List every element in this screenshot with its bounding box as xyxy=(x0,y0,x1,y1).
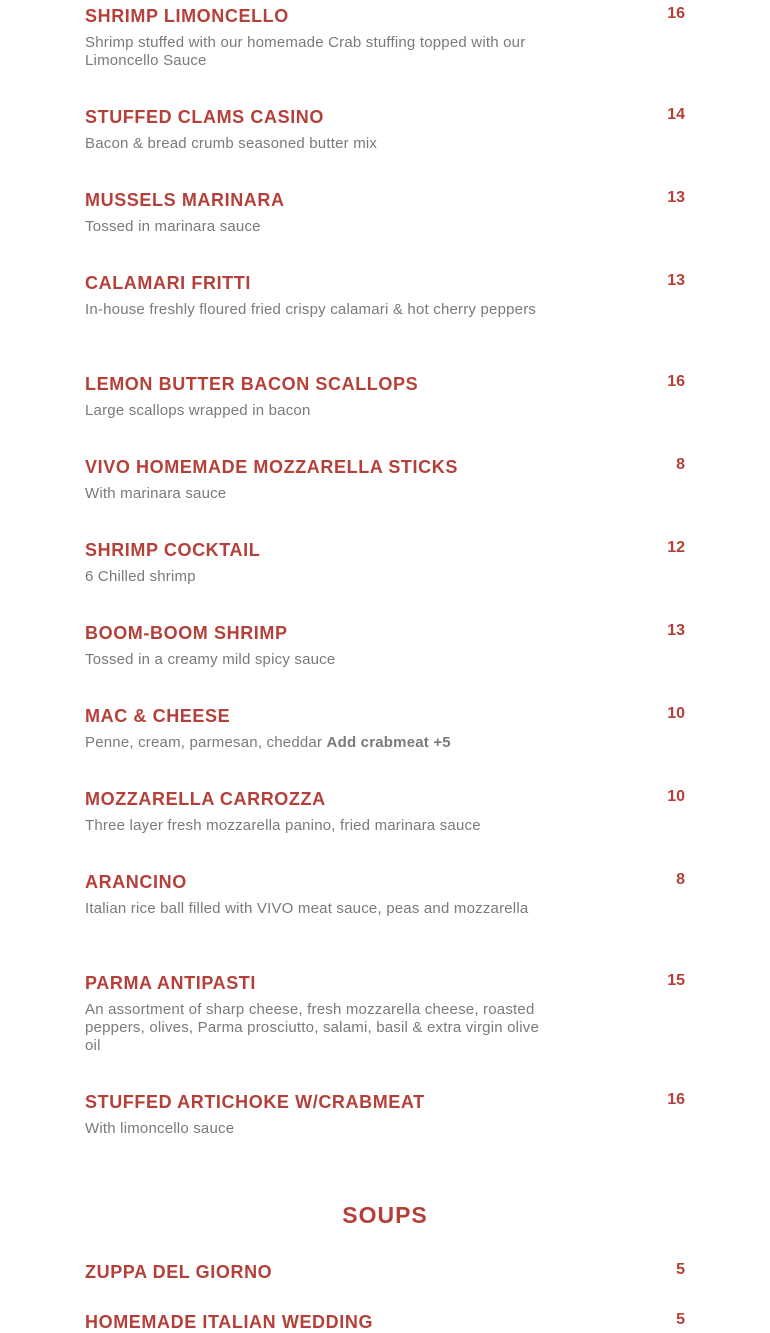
item-description: Bacon & bread crumb seasoned butter mix xyxy=(85,135,378,152)
item-description: Tossed in a creamy mild spicy sauce xyxy=(85,651,336,668)
item-price: 13 xyxy=(667,272,685,289)
item-description: Tossed in marinara sauce xyxy=(85,218,261,235)
item-addon: Add crabmeat +5 xyxy=(326,734,451,751)
item-price: 14 xyxy=(667,106,685,123)
item-name: VIVO HOMEMADE MOZZARELLA STICKS xyxy=(85,457,458,477)
item-description: Large scallops wrapped in bacon xyxy=(85,402,311,419)
item-name: HOMEMADE ITALIAN WEDDING xyxy=(85,1312,374,1332)
item-name: PARMA ANTIPASTI xyxy=(85,973,256,993)
item-description: With limoncello sauce xyxy=(85,1120,235,1137)
item-name: BOOM-BOOM SHRIMP xyxy=(85,623,288,643)
item-description: Shrimp stuffed with our homemade Crab stuffing topped with our Limoncello Sauce xyxy=(85,34,526,69)
item-price: 12 xyxy=(667,539,685,556)
item-price: 8 xyxy=(676,871,685,888)
item-description: Italian rice ball filled with VIVO meat sauce, peas and mozzarella xyxy=(85,900,529,917)
item-name: MAC & CHEESE xyxy=(85,706,231,726)
item-name: ZUPPA DEL GIORNO xyxy=(85,1262,273,1282)
item-price: 16 xyxy=(667,1091,685,1108)
item-name: SHRIMP COCKTAIL xyxy=(85,540,261,560)
item-price: 15 xyxy=(667,972,685,989)
item-name: MOZZARELLA CARROZZA xyxy=(85,789,326,809)
item-price: 13 xyxy=(667,189,685,206)
item-price: 5 xyxy=(676,1311,685,1328)
item-price: 10 xyxy=(667,705,685,722)
section-title-soups: SOUPS xyxy=(342,1202,428,1228)
item-price: 16 xyxy=(667,5,685,22)
item-price: 13 xyxy=(667,622,685,639)
item-description: With marinara sauce xyxy=(85,485,227,502)
item-description: Three layer fresh mozzarella panino, fried marinara sauce xyxy=(85,817,481,834)
item-description xyxy=(85,734,555,752)
item-name: STUFFED ARTICHOKE W/CRABMEAT xyxy=(85,1092,425,1112)
item-name: LEMON BUTTER BACON SCALLOPS xyxy=(85,374,419,394)
item-price: 5 xyxy=(676,1261,685,1278)
item-name: MUSSELS MARINARA xyxy=(85,190,285,210)
item-name: STUFFED CLAMS CASINO xyxy=(85,107,324,127)
item-price: 8 xyxy=(676,456,685,473)
item-name: CALAMARI FRITTI xyxy=(85,273,251,293)
item-description: 6 Chilled shrimp xyxy=(85,568,196,585)
item-price: 16 xyxy=(667,373,685,390)
item-name: SHRIMP LIMONCELLO xyxy=(85,6,289,26)
item-description: In-house freshly floured fried crispy calamari & hot cherry peppers xyxy=(85,301,537,318)
item-description-text: Penne, cream, parmesan, cheddar xyxy=(85,734,323,751)
item-description: An assortment of sharp cheese, fresh mozzarella cheese, roasted peppers, olives, Parma prosciutto, salami, basil & extra virgin olive oil xyxy=(85,1001,539,1054)
item-price: 10 xyxy=(667,788,685,805)
item-name: ARANCINO xyxy=(85,872,187,892)
